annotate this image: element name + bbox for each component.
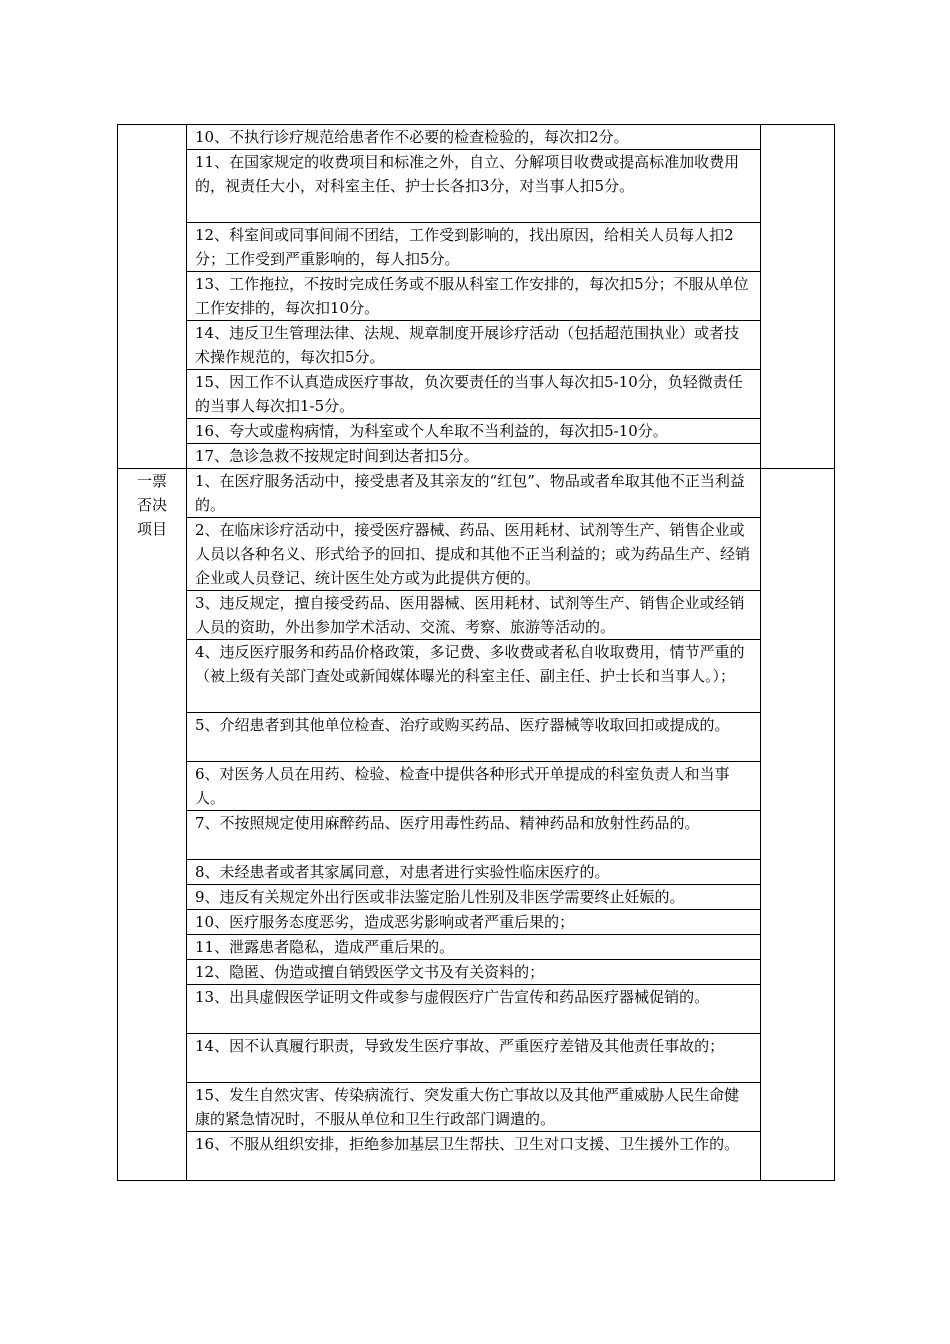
item-text: 14、违反卫生管理法律、法规、规章制度开展诊疗活动（包括超范围执业）或者技术操作规范的，每次扣5分。 xyxy=(187,321,761,370)
assessment-table xyxy=(117,124,835,1181)
item-text: 15、因工作不认真造成医疗事故，负次要责任的当事人每次扣5-10分，负轻微责任的当事人每次扣1-5分。 xyxy=(187,370,761,419)
table-row xyxy=(118,713,835,762)
table-row xyxy=(118,444,835,469)
table-row xyxy=(118,811,835,860)
item-text: 8、未经患者或者其家属同意，对患者进行实验性临床医疗的。 xyxy=(187,860,761,885)
item-text: 6、对医务人员在用药、检验、检查中提供各种形式开单提成的科室负责人和当事人。 xyxy=(187,762,761,811)
table-row xyxy=(118,419,835,444)
score-cell xyxy=(761,469,835,1181)
table-row xyxy=(118,469,835,518)
table-row xyxy=(118,1132,835,1181)
item-text: 11、泄露患者隐私，造成严重后果的。 xyxy=(187,935,761,960)
table-row xyxy=(118,591,835,640)
item-text: 16、不服从组织安排，拒绝参加基层卫生帮扶、卫生对口支援、卫生援外工作的。 xyxy=(187,1132,761,1181)
item-text: 13、出具虚假医学证明文件或参与虚假医疗广告宣传和药品医疗器械促销的。 xyxy=(187,985,761,1034)
item-text: 10、不执行诊疗规范给患者作不必要的检查检验的，每次扣2分。 xyxy=(187,125,761,150)
item-text: 9、违反有关规定外出行医或非法鉴定胎儿性别及非医学需要终止妊娠的。 xyxy=(187,885,761,910)
table-row xyxy=(118,272,835,321)
table-row xyxy=(118,640,835,713)
table-row xyxy=(118,370,835,419)
item-text: 17、急诊急救不按规定时间到达者扣5分。 xyxy=(187,444,761,469)
table-row xyxy=(118,885,835,910)
table-row xyxy=(118,125,835,150)
item-text: 12、隐匿、伪造或擅自销毁医学文书及有关资料的； xyxy=(187,960,761,985)
item-text: 12、科室间或同事间闹不团结，工作受到影响的，找出原因，给相关人员每人扣2分；工作受到严重影响的，每人扣5分。 xyxy=(187,223,761,272)
item-text: 5、介绍患者到其他单位检查、治疗或购买药品、医疗器械等收取回扣或提成的。 xyxy=(187,713,761,762)
table-row xyxy=(118,860,835,885)
table-row xyxy=(118,960,835,985)
table-row xyxy=(118,762,835,811)
item-text: 4、违反医疗服务和药品价格政策，多记费、多收费或者私自收取费用，情节严重的（被上级有关部门查处或新闻媒体曝光的科室主任、副主任、护士长和当事人。）； xyxy=(187,640,761,713)
table-row xyxy=(118,321,835,370)
table-row xyxy=(118,985,835,1034)
table-row xyxy=(118,1083,835,1132)
category-cell xyxy=(118,469,187,1181)
table-row xyxy=(118,935,835,960)
item-text: 2、在临床诊疗活动中，接受医疗器械、药品、医用耗材、试剂等生产、销售企业或人员以各种名义、形式给予的回扣、提成和其他不正当利益的；或为药品生产、经销企业或人员登记、统计医生处方或为此提供方便的。 xyxy=(187,518,761,591)
table-row xyxy=(118,518,835,591)
item-text: 7、不按照规定使用麻醉药品、医疗用毒性药品、精神药品和放射性药品的。 xyxy=(187,811,761,860)
score-cell xyxy=(761,125,835,469)
item-text: 14、因不认真履行职责，导致发生医疗事故、严重医疗差错及其他责任事故的； xyxy=(187,1034,761,1083)
table-row xyxy=(118,150,835,223)
table-row xyxy=(118,910,835,935)
item-text: 10、医疗服务态度恶劣，造成恶劣影响或者严重后果的； xyxy=(187,910,761,935)
item-text: 1、在医疗服务活动中，接受患者及其亲友的“红包”、物品或者牟取其他不正当利益的。 xyxy=(187,469,761,518)
table-row xyxy=(118,223,835,272)
item-text: 11、在国家规定的收费项目和标准之外，自立、分解项目收费或提高标准加收费用的，视责任大小，对科室主任、护士长各扣3分，对当事人扣5分。 xyxy=(187,150,761,223)
item-text: 3、违反规定，擅自接受药品、医用器械、医用耗材、试剂等生产、销售企业或经销人员的资助，外出参加学术活动、交流、考察、旅游等活动的。 xyxy=(187,591,761,640)
category-label: 一票否决项目 xyxy=(136,472,167,538)
category-cell xyxy=(118,125,187,469)
item-text: 15、发生自然灾害、传染病流行、突发重大伤亡事故以及其他严重威胁人民生命健康的紧急情况时，不服从单位和卫生行政部门调遣的。 xyxy=(187,1083,761,1132)
table-row xyxy=(118,1034,835,1083)
item-text: 16、夸大或虚构病情，为科室或个人牟取不当利益的，每次扣5-10分。 xyxy=(187,419,761,444)
item-text: 13、工作拖拉，不按时完成任务或不服从科室工作安排的，每次扣5分；不服从单位工作安排的，每次扣10分。 xyxy=(187,272,761,321)
